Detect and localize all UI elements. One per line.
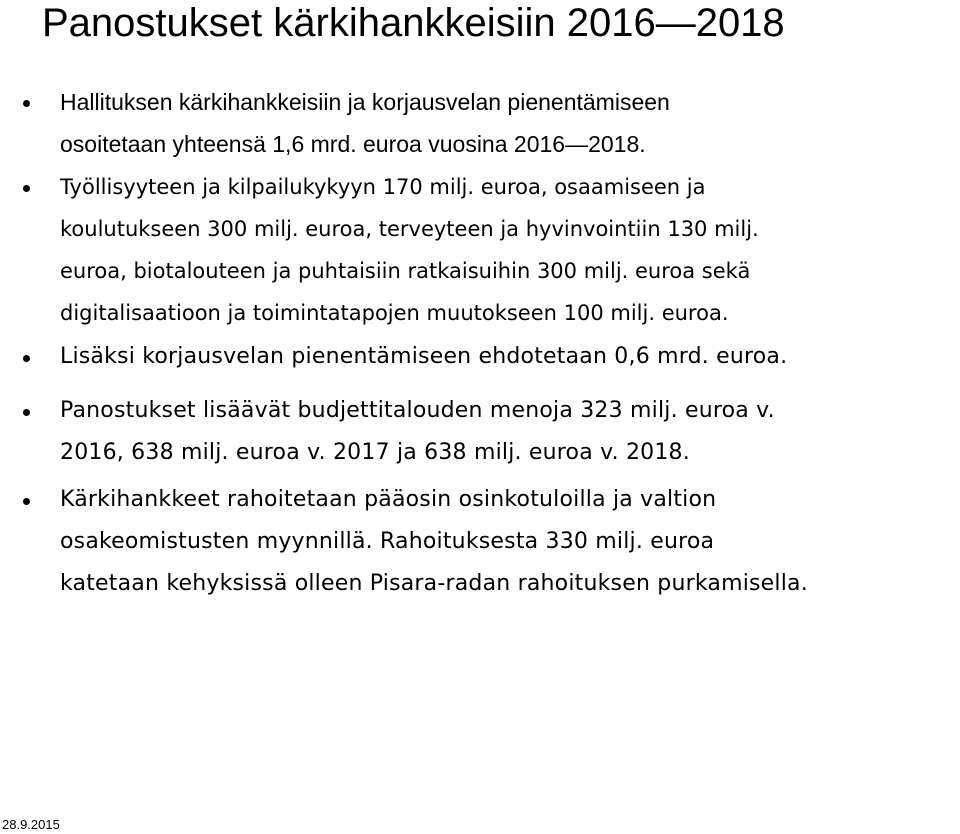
- bullet-line: osakeomistusten myynnillä. Rahoituksesta 330 milj. euroa: [60, 529, 715, 554]
- bullet-dot-icon: [23, 355, 30, 362]
- bullet-text: [60, 479, 950, 605]
- bullet-line: digitalisaatioon ja toimintatapojen muutokseen 100 milj. euroa.: [60, 301, 729, 325]
- bullet-dot-icon: [23, 100, 30, 107]
- bullet-line: Panostukset lisäävät budjettitalouden menoja 323 milj. euroa v.: [60, 398, 775, 423]
- bullet-text: [60, 336, 950, 378]
- bullet-line: euroa, biotalouteen ja puhtaisiin ratkaisuihin 300 milj. euroa sekä: [60, 259, 751, 283]
- bullet-dot-icon: [23, 409, 30, 416]
- bullet-line: 2016, 638 milj. euroa v. 2017 ja 638 milj. euroa v. 2018.: [60, 440, 690, 465]
- bullet-dot-icon: [23, 498, 30, 505]
- bullet-line: osoitetaan yhteensä 1,6 mrd. euroa vuosina 2016—2018.: [60, 131, 646, 157]
- bullet-line: koulutukseen 300 milj. euroa, terveyteen ja hyvinvointiin 130 milj.: [60, 217, 759, 241]
- bullet-dot-icon: [23, 185, 30, 192]
- footer-date: 28.9.2015: [2, 817, 60, 832]
- bullet-line: Lisäksi korjausvelan pienentämiseen ehdotetaan 0,6 mrd. euroa.: [60, 344, 788, 369]
- bullet-line: Kärkihankkeet rahoitetaan pääosin osinkotuloilla ja valtion: [60, 487, 717, 512]
- bullet-line: katetaan kehyksissä olleen Pisara-radan rahoituksen purkamisella.: [60, 571, 808, 596]
- bullet-text: [60, 81, 950, 165]
- bullet-text: [60, 390, 950, 474]
- bullet-line: Hallituksen kärkihankkeisiin ja korjausvelan pienentämiseen: [60, 89, 670, 115]
- bullet-text: [60, 166, 950, 334]
- bullet-line: Työllisyyteen ja kilpailukykyyn 170 milj. euroa, osaamiseen ja: [60, 175, 706, 199]
- slide-title: Panostukset kärkihankkeisiin 2016—2018: [42, 1, 785, 45]
